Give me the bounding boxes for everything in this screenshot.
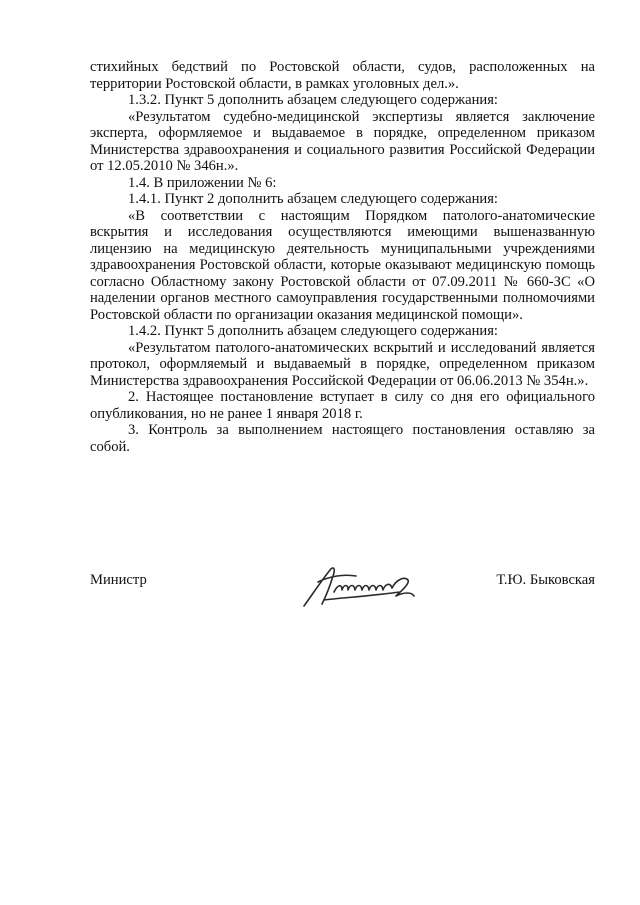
handwritten-signature [300,562,420,612]
paragraph-quote-forensic: «Результатом судебно-медицинской экспертизы является заключение эксперта, оформляемое и выдаваемое в порядке, определенном приказом Министерства здравоохранения и социального развития Российской Федерации от 12.05.2010 № 346н.». [90,108,595,174]
paragraph-item-3: 3. Контроль за выполнением настоящего постановления оставляю за собой. [90,422,595,455]
paragraph-continuation: стихийных бедствий по Ростовской области, судов, расположенных на территории Ростовской области, в рамках уголовных дел.». [90,59,595,92]
paragraph-item-1-4-2: 1.4.2. Пункт 5 дополнить абзацем следующего содержания: [128,323,498,339]
paragraph-quote-protocol: «Результатом патолого-анатомических вскрытий и исследований является протокол, оформляемый и выдаваемый в порядке, определенном приказом Министерства здравоохранения Российской Федерации от 06.06.2013 № 354н.». [90,339,595,389]
document-body [90,59,595,455]
paragraph-item-1-4: 1.4. В приложении № 6: [128,174,277,191]
signatory-title: Министр [90,572,147,588]
signature-block [90,570,595,620]
paragraph-item-1-3-2: 1.3.2. Пункт 5 дополнить абзацем следующего содержания: [128,92,498,108]
paragraph-item-2: 2. Настоящее постановление вступает в силу со дня его официального опубликования, но не ранее 1 января 2018 г. [90,389,595,422]
signatory-name: Т.Ю. Быковская [496,572,595,588]
paragraph-quote-pathology: «В соответствии с настоящим Порядком патолого-анатомические вскрытия и исследования осуществляются имеющими вышеназванную лицензию на медицинскую деятельность муниципальными учреждениями здравоохранения Ростовской области, которые оказывают медицинскую помощь согласно Областному закону Ростовской области от 07.09.2011 № 660-ЗС «О наделении органов местного самоуправления государственными полномочиями Ростовской области по организации оказания медицинской помощи». [90,207,595,323]
paragraph-item-1-4-1: 1.4.1. Пункт 2 дополнить абзацем следующего содержания: [128,191,498,207]
